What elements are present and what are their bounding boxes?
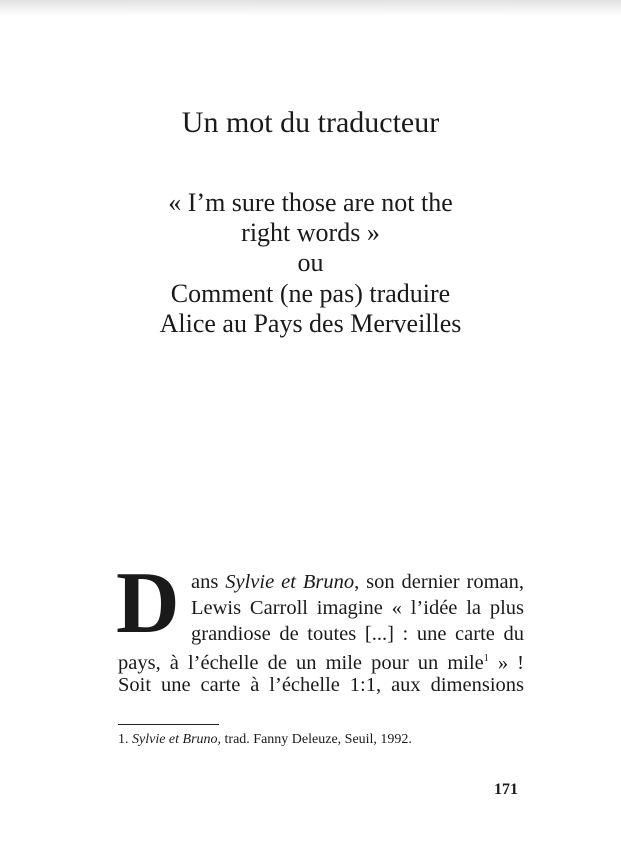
text: ans	[191, 571, 226, 593]
subtitle-line: ou	[297, 248, 324, 277]
footnote	[118, 732, 412, 748]
chapter-title: Un mot du traducteur	[181, 106, 440, 139]
body-line	[191, 570, 524, 594]
body-line	[118, 647, 524, 675]
footnote-text: , trad. Fanny Deleuze, Seuil, 1992.	[217, 732, 412, 747]
body-line: Lewis Carroll imagine « l’idée la plus	[191, 597, 524, 619]
text: , son dernier roman,	[354, 571, 524, 593]
text: » !	[488, 651, 525, 674]
footnote-ref[interactable]: 1	[483, 653, 489, 664]
footnote-divider	[118, 724, 219, 725]
book-title: Sylvie et Bruno	[225, 571, 355, 593]
drop-cap: D	[116, 555, 180, 652]
book-title: Sylvie et Bruno	[132, 732, 218, 747]
page-top-shadow	[0, 0, 621, 16]
text: pays, à l’échelle de un mile pour un mile	[118, 651, 484, 674]
footnote-number: 1.	[118, 732, 132, 747]
body-line: grandiose de toutes [...] : une carte du	[191, 623, 524, 645]
subtitle-line: Alice au Pays des Merveilles	[159, 309, 462, 338]
page-number: 171	[494, 781, 518, 798]
subtitle-line: right words »	[241, 218, 380, 247]
subtitle-line: « I’m sure those are not the	[168, 188, 453, 217]
subtitle-line: Comment (ne pas) traduire	[170, 279, 451, 308]
body-line: Soit une carte à l’échelle 1:1, aux dimensions	[118, 674, 524, 696]
